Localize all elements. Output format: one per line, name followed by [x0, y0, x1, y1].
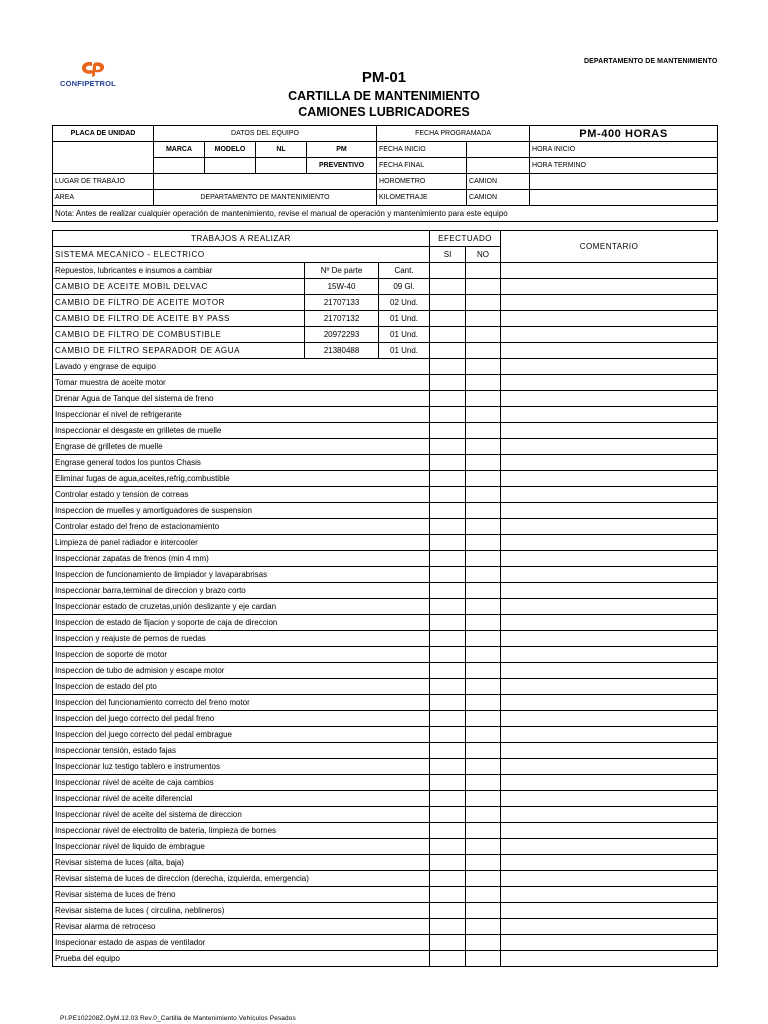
task-row — [53, 391, 718, 407]
comment-cell[interactable] — [501, 567, 718, 583]
no-cell[interactable] — [466, 311, 501, 327]
no-cell[interactable] — [466, 663, 501, 679]
part-name: CAMBIO DE FILTRO DE COMBUSTIBLE — [53, 327, 305, 343]
equipment-info-table — [52, 125, 718, 222]
no-cell[interactable] — [466, 567, 501, 583]
part-number: 20972293 — [305, 327, 379, 343]
task-label: Inspeccion de estado del pto — [53, 679, 430, 695]
task-label: Revisar alarma de retroceso — [53, 919, 430, 935]
comment-cell[interactable] — [501, 615, 718, 631]
task-row — [53, 919, 718, 935]
comment-cell[interactable] — [501, 647, 718, 663]
done-header: EFECTUADO — [430, 231, 501, 247]
part-quantity: 01 Und. — [379, 343, 430, 359]
task-label: Engrase de grilletes de muelle — [53, 439, 430, 455]
task-row — [53, 567, 718, 583]
nl-label: NL — [256, 142, 307, 158]
task-label: Inspeccionar nivel de aceite de caja cambios — [53, 775, 430, 791]
workplace-label: LUGAR DE TRABAJO — [53, 174, 154, 190]
comment-cell[interactable] — [501, 695, 718, 711]
no-cell[interactable] — [466, 951, 501, 967]
hourmeter-label: HOROMETRO — [377, 174, 467, 190]
task-row — [53, 855, 718, 871]
task-row — [53, 903, 718, 919]
yes-cell[interactable] — [430, 471, 466, 487]
scheduled-date-label: FECHA PROGRAMADA — [377, 126, 530, 142]
no-cell[interactable] — [466, 599, 501, 615]
yes-cell[interactable] — [430, 855, 466, 871]
yes-cell[interactable] — [430, 743, 466, 759]
no-cell[interactable] — [466, 775, 501, 791]
yes-cell[interactable] — [430, 663, 466, 679]
task-row — [53, 807, 718, 823]
task-row — [53, 583, 718, 599]
brand-label: MARCA — [154, 142, 205, 158]
comment-cell[interactable] — [501, 391, 718, 407]
brand-value[interactable] — [154, 158, 205, 174]
no-cell[interactable] — [466, 631, 501, 647]
comment-cell[interactable] — [501, 279, 718, 295]
task-label: Inspeccionar nivel de aceite diferencial — [53, 791, 430, 807]
hourmeter-truck-label: CAMION — [467, 174, 530, 190]
no-cell[interactable] — [466, 503, 501, 519]
task-row — [53, 935, 718, 951]
area-label: AREA — [53, 190, 154, 206]
comment-cell[interactable] — [501, 871, 718, 887]
task-row — [53, 871, 718, 887]
parts-header: Repuestos, lubricantes e insumos a cambiar — [53, 263, 305, 279]
task-label: Drenar Agua de Tanque del sistema de freno — [53, 391, 430, 407]
task-label: Inspecionar estado de aspas de ventilador — [53, 935, 430, 951]
pm-hours-label: PM-400 HORAS — [530, 126, 718, 142]
task-label: Inspeccion de soporte de motor — [53, 647, 430, 663]
part-number-header: Nº De parte — [305, 263, 379, 279]
task-row — [53, 631, 718, 647]
no-cell[interactable] — [466, 375, 501, 391]
comment-cell[interactable] — [501, 679, 718, 695]
part-row — [53, 295, 718, 311]
yes-cell[interactable] — [430, 455, 466, 471]
comment-cell[interactable] — [501, 487, 718, 503]
task-label: Inspeccionar barra,terminal de direccion y brazo corto — [53, 583, 430, 599]
comment-cell[interactable] — [501, 375, 718, 391]
no-cell[interactable] — [466, 839, 501, 855]
task-row — [53, 407, 718, 423]
yes-cell[interactable] — [430, 919, 466, 935]
part-quantity: 01 Und. — [379, 311, 430, 327]
part-number: 21380488 — [305, 343, 379, 359]
yes-cell[interactable] — [430, 791, 466, 807]
task-row — [53, 695, 718, 711]
task-row — [53, 551, 718, 567]
task-label: Inspeccion de muelles y amortiguadores de suspension — [53, 503, 430, 519]
mileage-label: KILOMETRAJE — [377, 190, 467, 206]
comment-cell[interactable] — [501, 519, 718, 535]
yes-cell[interactable] — [430, 311, 466, 327]
comment-cell[interactable] — [501, 903, 718, 919]
part-quantity: 09 Gl. — [379, 279, 430, 295]
task-row — [53, 951, 718, 967]
comment-cell[interactable] — [501, 359, 718, 375]
no-cell[interactable] — [466, 727, 501, 743]
mileage-truck-label: CAMION — [467, 190, 530, 206]
comment-cell[interactable] — [501, 455, 718, 471]
task-row — [53, 375, 718, 391]
task-row — [53, 615, 718, 631]
task-row — [53, 439, 718, 455]
no-cell[interactable] — [466, 535, 501, 551]
task-label: Limpieza de panel radiador e intercooler — [53, 535, 430, 551]
no-cell[interactable] — [466, 359, 501, 375]
yes-cell[interactable] — [430, 871, 466, 887]
yes-cell[interactable] — [430, 631, 466, 647]
task-row — [53, 455, 718, 471]
task-label: Controlar estado y tension de correas — [53, 487, 430, 503]
no-cell[interactable] — [466, 679, 501, 695]
task-row — [53, 599, 718, 615]
end-time-label: HORA TERMINO — [530, 158, 718, 174]
task-label: Inspeccionar el nivel de refrigerante — [53, 407, 430, 423]
no-cell[interactable] — [466, 807, 501, 823]
part-row — [53, 279, 718, 295]
area-value: DEPARTAMENTO DE MANTENIMIENTO — [154, 190, 377, 206]
plate-label: PLACA DE UNIDAD — [53, 126, 154, 142]
task-row — [53, 359, 718, 375]
no-cell[interactable] — [466, 695, 501, 711]
task-row — [53, 663, 718, 679]
yes-cell[interactable] — [430, 903, 466, 919]
yes-cell[interactable] — [430, 295, 466, 311]
no-cell[interactable] — [466, 583, 501, 599]
yes-cell[interactable] — [430, 583, 466, 599]
part-number: 21707132 — [305, 311, 379, 327]
task-row — [53, 823, 718, 839]
no-cell[interactable] — [466, 295, 501, 311]
comment-header: COMENTARIO — [501, 231, 718, 263]
task-label: Eliminar fugas de agua,aceites,refrig,combustible — [53, 471, 430, 487]
comment-cell[interactable] — [501, 935, 718, 951]
yes-cell[interactable] — [430, 407, 466, 423]
comment-cell[interactable] — [501, 583, 718, 599]
yes-cell[interactable] — [430, 519, 466, 535]
task-label: Inspeccionar nivel de liquido de embrague — [53, 839, 430, 855]
task-label: Inspeccion del juego correcto del pedal embrague — [53, 727, 430, 743]
no-cell[interactable] — [466, 711, 501, 727]
yes-cell[interactable] — [430, 391, 466, 407]
task-label: Inspeccionar zapatas de frenos (min 4 mm) — [53, 551, 430, 567]
no-cell[interactable] — [466, 823, 501, 839]
parts-no-cell[interactable] — [466, 263, 501, 279]
yes-cell[interactable] — [430, 695, 466, 711]
no-cell[interactable] — [466, 887, 501, 903]
yes-cell[interactable] — [430, 439, 466, 455]
plate-value-cell[interactable] — [53, 142, 154, 174]
yes-cell[interactable] — [430, 759, 466, 775]
no-cell[interactable] — [466, 935, 501, 951]
yes-cell[interactable] — [430, 375, 466, 391]
comment-cell[interactable] — [501, 807, 718, 823]
yes-cell[interactable] — [430, 887, 466, 903]
parts-comment-cell[interactable] — [501, 263, 718, 279]
task-label: Inspeccionar luz testigo tablero e instrumentos — [53, 759, 430, 775]
task-label: Inspeccion del funcionamiento correcto del freno motor — [53, 695, 430, 711]
task-row — [53, 487, 718, 503]
start-time-label: HORA INICIO — [530, 142, 718, 158]
task-label: Inspeccionar tensión, estado fajas — [53, 743, 430, 759]
department-label: DEPARTAMENTO DE MANTENIMIENTO — [584, 58, 718, 65]
comment-cell[interactable] — [501, 855, 718, 871]
yes-cell[interactable] — [430, 599, 466, 615]
yes-cell[interactable] — [430, 535, 466, 551]
no-cell[interactable] — [466, 439, 501, 455]
comment-cell[interactable] — [501, 887, 718, 903]
task-label: Revisar sistema de luces de direccion (derecha, izquierda, emergencia) — [53, 871, 430, 887]
comment-cell[interactable] — [501, 327, 718, 343]
no-cell[interactable] — [466, 519, 501, 535]
task-label: Revisar sistema de luces (alta, baja) — [53, 855, 430, 871]
task-label: Inspeccion de funcionamiento de limpiador y lavaparabrisas — [53, 567, 430, 583]
comment-cell[interactable] — [501, 823, 718, 839]
hourmeter-value[interactable] — [530, 174, 718, 190]
comment-cell[interactable] — [501, 343, 718, 359]
no-cell[interactable] — [466, 279, 501, 295]
comment-cell[interactable] — [501, 839, 718, 855]
task-row — [53, 471, 718, 487]
comment-cell[interactable] — [501, 471, 718, 487]
task-label: Tomar muestra de aceite motor — [53, 375, 430, 391]
yes-cell[interactable] — [430, 775, 466, 791]
comment-cell[interactable] — [501, 423, 718, 439]
task-row — [53, 423, 718, 439]
task-row — [53, 535, 718, 551]
no-cell[interactable] — [466, 391, 501, 407]
document-footer: PI.PE102208Z.OyM.12.03 Rev.0_Cartilla de Mantenimiento Vehículos Pesados — [60, 1015, 296, 1022]
tasks-header: TRABAJOS A REALIZAR — [53, 231, 430, 247]
task-label: Engrase general todos los puntos Chasis — [53, 455, 430, 471]
comment-cell[interactable] — [501, 743, 718, 759]
yes-cell[interactable] — [430, 503, 466, 519]
task-label: Inspeccionar nivel de electrolito de bateria, limpieza de bornes — [53, 823, 430, 839]
yes-cell[interactable] — [430, 935, 466, 951]
task-row — [53, 839, 718, 855]
equipment-data-label: DATOS DEL EQUIPO — [154, 126, 377, 142]
comment-cell[interactable] — [501, 295, 718, 311]
part-name: CAMBIO DE FILTRO SEPARADOR DE AGUA — [53, 343, 305, 359]
yes-cell[interactable] — [430, 359, 466, 375]
comment-cell[interactable] — [501, 551, 718, 567]
task-row — [53, 791, 718, 807]
part-quantity: 01 Und. — [379, 327, 430, 343]
comment-cell[interactable] — [501, 599, 718, 615]
yes-cell[interactable] — [430, 727, 466, 743]
form-code-title: PM-01 — [361, 69, 407, 86]
yes-cell[interactable] — [430, 679, 466, 695]
no-cell[interactable] — [466, 551, 501, 567]
task-row — [53, 887, 718, 903]
comment-cell[interactable] — [501, 439, 718, 455]
no-cell[interactable] — [466, 343, 501, 359]
yes-cell[interactable] — [430, 487, 466, 503]
task-label: Inspeccionar estado de cruzetas,unión deslizante y eje cardan — [53, 599, 430, 615]
model-value[interactable] — [205, 158, 256, 174]
yes-header: SI — [430, 247, 466, 263]
comment-cell[interactable] — [501, 759, 718, 775]
task-label: Inspeccionar nivel de aceite del sistema de direccion — [53, 807, 430, 823]
yes-cell[interactable] — [430, 615, 466, 631]
task-row — [53, 647, 718, 663]
comment-cell[interactable] — [501, 775, 718, 791]
comment-cell[interactable] — [501, 631, 718, 647]
task-label: Inspeccionar el desgaste en grilletes de muelle — [53, 423, 430, 439]
part-row — [53, 327, 718, 343]
maintenance-note: Nota: Antes de realizar cualquier operación de mantenimiento, revise el manual de operación y mantenimiento para este equipo — [53, 206, 718, 222]
yes-cell[interactable] — [430, 423, 466, 439]
no-cell[interactable] — [466, 423, 501, 439]
task-label: Controlar estado del freno de estacionamiento — [53, 519, 430, 535]
task-label: Inspeccion y reajuste de pernos de ruedas — [53, 631, 430, 647]
mileage-value[interactable] — [530, 190, 718, 206]
start-date-value[interactable] — [467, 142, 530, 158]
yes-cell[interactable] — [430, 327, 466, 343]
task-label: Inspeccion de estado de fijacion y soporte de caja de direccion — [53, 615, 430, 631]
task-label: Prueba del equipo — [53, 951, 430, 967]
yes-cell[interactable] — [430, 279, 466, 295]
system-header: SISTEMA MECANICO - ELECTRICO — [53, 247, 430, 263]
yes-cell[interactable] — [430, 807, 466, 823]
comment-cell[interactable] — [501, 951, 718, 967]
task-row — [53, 727, 718, 743]
yes-cell[interactable] — [430, 711, 466, 727]
yes-cell[interactable] — [430, 951, 466, 967]
no-cell[interactable] — [466, 487, 501, 503]
no-cell[interactable] — [466, 919, 501, 935]
part-number: 15W-40 — [305, 279, 379, 295]
comment-cell[interactable] — [501, 663, 718, 679]
no-header: NO — [466, 247, 501, 263]
yes-cell[interactable] — [430, 823, 466, 839]
no-cell[interactable] — [466, 855, 501, 871]
preventive-label: PREVENTIVO — [307, 158, 377, 174]
comment-cell[interactable] — [501, 791, 718, 807]
part-row — [53, 343, 718, 359]
no-cell[interactable] — [466, 327, 501, 343]
task-row — [53, 519, 718, 535]
task-row — [53, 775, 718, 791]
comment-cell[interactable] — [501, 535, 718, 551]
comment-cell[interactable] — [501, 503, 718, 519]
tasks-table — [52, 230, 718, 967]
task-label: Revisar sistema de luces de freno — [53, 887, 430, 903]
no-cell[interactable] — [466, 455, 501, 471]
yes-cell[interactable] — [430, 839, 466, 855]
quantity-header: Cant. — [379, 263, 430, 279]
logo-text: CONFIPETROL — [60, 79, 116, 88]
task-label: Lavado y engrase de equipo — [53, 359, 430, 375]
yes-cell[interactable] — [430, 343, 466, 359]
task-label: Inspeccion del juego correcto del pedal freno — [53, 711, 430, 727]
yes-cell[interactable] — [430, 647, 466, 663]
part-name: CAMBIO DE FILTRO DE ACEITE BY PASS — [53, 311, 305, 327]
no-cell[interactable] — [466, 791, 501, 807]
part-name: CAMBIO DE FILTRO DE ACEITE MOTOR — [53, 295, 305, 311]
comment-cell[interactable] — [501, 407, 718, 423]
model-label: MODELO — [205, 142, 256, 158]
task-row — [53, 503, 718, 519]
end-date-value[interactable] — [467, 158, 530, 174]
task-label: Revisar sistema de luces ( circulina, neblineros) — [53, 903, 430, 919]
task-label: Inspeccion de tubo de admision y escape motor — [53, 663, 430, 679]
no-cell[interactable] — [466, 743, 501, 759]
no-cell[interactable] — [466, 759, 501, 775]
task-row — [53, 711, 718, 727]
start-date-label: FECHA INICIO — [377, 142, 467, 158]
nl-value[interactable] — [256, 158, 307, 174]
yes-cell[interactable] — [430, 551, 466, 567]
part-name: CAMBIO DE ACEITE MOBIL DELVAC — [53, 279, 305, 295]
part-number: 21707133 — [305, 295, 379, 311]
no-cell[interactable] — [466, 647, 501, 663]
task-row — [53, 679, 718, 695]
comment-cell[interactable] — [501, 311, 718, 327]
no-cell[interactable] — [466, 871, 501, 887]
end-date-label: FECHA FINAL — [377, 158, 467, 174]
workplace-value[interactable] — [154, 174, 377, 190]
no-cell[interactable] — [466, 407, 501, 423]
comment-cell[interactable] — [501, 919, 718, 935]
no-cell[interactable] — [466, 615, 501, 631]
parts-yes-cell[interactable] — [430, 263, 466, 279]
task-row — [53, 743, 718, 759]
comment-cell[interactable] — [501, 727, 718, 743]
pm-label: PM — [307, 142, 377, 158]
no-cell[interactable] — [466, 471, 501, 487]
form-subtitle: CARTILLA DE MANTENIMIENTO — [288, 89, 480, 103]
yes-cell[interactable] — [430, 567, 466, 583]
part-quantity: 02 Und. — [379, 295, 430, 311]
task-row — [53, 759, 718, 775]
comment-cell[interactable] — [501, 711, 718, 727]
no-cell[interactable] — [466, 903, 501, 919]
form-subtitle-vehicle: CAMIONES LUBRICADORES — [298, 105, 470, 119]
part-row — [53, 311, 718, 327]
